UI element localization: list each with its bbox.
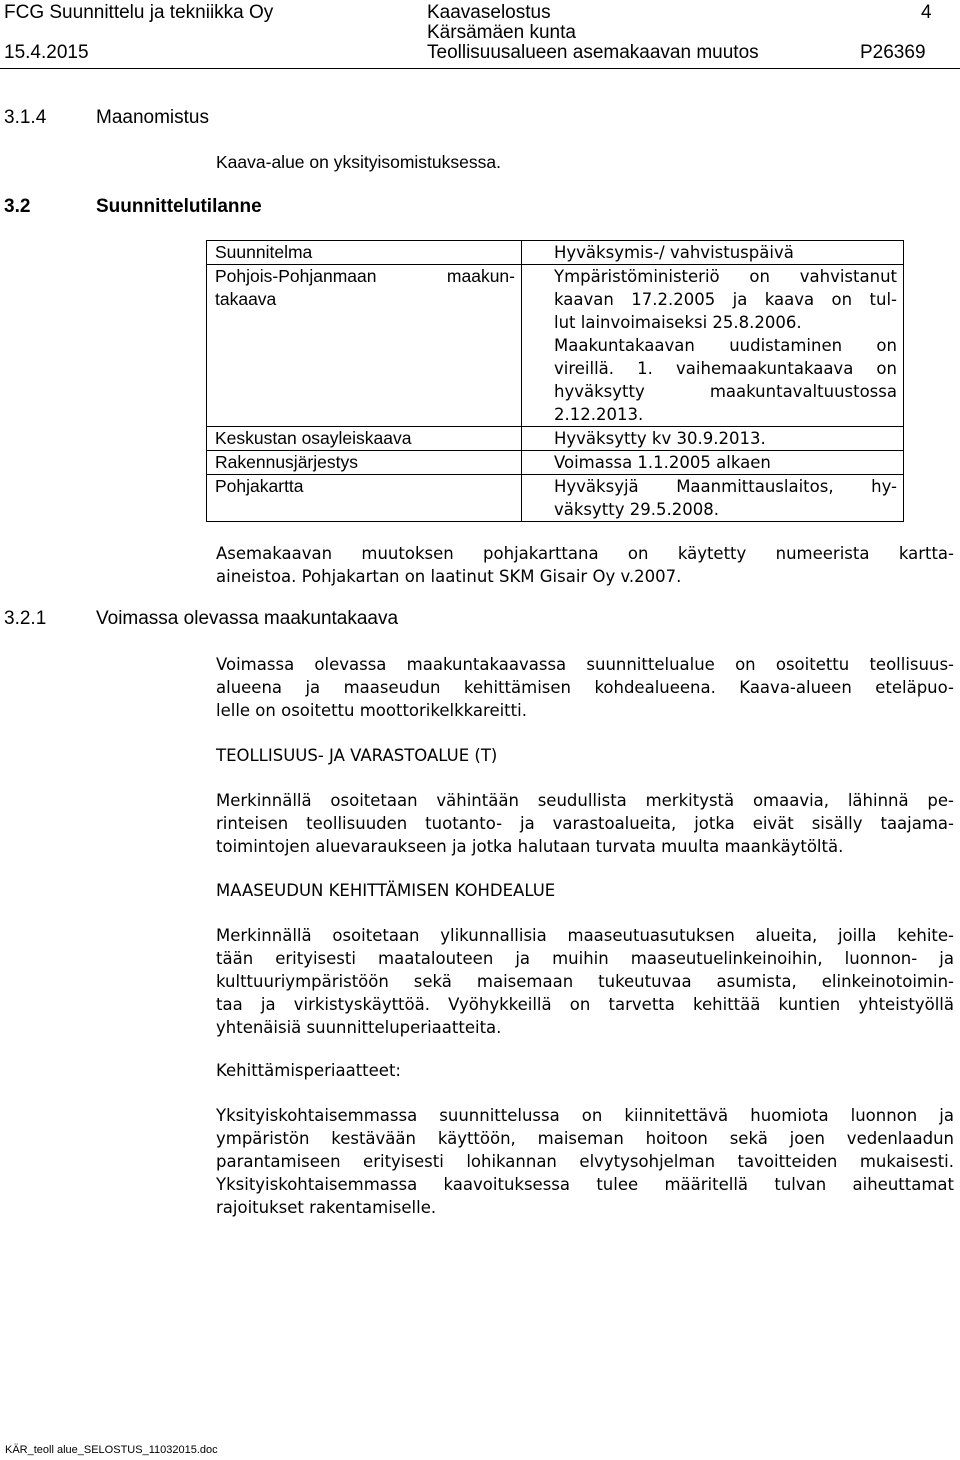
text-line: aineistoa. Pohjakartan on laatinut SKM Gisair Oy v.2007. xyxy=(216,567,682,586)
table-header-approval-date: Hyväksymis-/ vahvistuspäivä xyxy=(522,241,904,265)
cell-line: Hyväksyjä Maanmittauslaitos, hy- xyxy=(554,477,897,496)
cell-line: Pohjois-Pohjanmaan maakun- xyxy=(215,266,515,286)
table-cell-plan: Pohjakartta xyxy=(207,475,522,522)
table-row xyxy=(207,475,904,522)
footer-filename: KÄR_teoll alue_SELOSTUS_11032015.doc xyxy=(5,1444,218,1456)
page-number: 4 xyxy=(921,2,932,23)
table-cell-date xyxy=(522,265,904,427)
table-cell-date: Voimassa 1.1.2005 alkaen xyxy=(522,451,904,475)
cell-line: kaavan 17.2.2005 ja kaava on tul- xyxy=(554,290,897,309)
cell-line: Ympäristöministeriö on vahvistanut xyxy=(554,267,897,286)
text-line: rinteisen teollisuuden tuotanto- ja varastoalueita, jotka eivät sisälly taajama- xyxy=(216,814,954,833)
text-line: rajoitukset rakentamiselle. xyxy=(216,1198,437,1217)
subheading-rural-development: MAASEUDUN KEHITTÄMISEN KOHDEALUE xyxy=(216,881,556,900)
project-code: P26369 xyxy=(860,42,926,63)
table-cell-date: Hyväksytty kv 30.9.2013. xyxy=(522,427,904,451)
table-cell-plan: Keskustan osayleiskaava xyxy=(207,427,522,451)
section-32-title: Suunnittelutilanne xyxy=(96,196,262,217)
project-title: Teollisuusalueen asemakaavan muutos xyxy=(427,42,759,63)
text-line: Merkinnällä osoitetaan vähintään seudullista merkitystä omaavia, lähinnä pe- xyxy=(216,791,954,810)
cell-line: hyväksytty maakuntavaltuustossa xyxy=(554,382,897,401)
text-line: Yksityiskohtaisemmassa suunnittelussa on kiinnitettävä huomiota luonnon ja xyxy=(216,1106,954,1125)
text-line: lelle on osoitettu moottorikelkkareitti. xyxy=(216,701,527,720)
planning-status-table xyxy=(206,240,904,522)
table-row xyxy=(207,451,904,475)
paragraph-rural-development xyxy=(216,924,954,1039)
section-321-title: Voimassa olevassa maakuntakaava xyxy=(96,608,399,629)
company-name: FCG Suunnittelu ja tekniikka Oy xyxy=(4,2,274,23)
section-314-number: 3.1.4 xyxy=(4,107,47,128)
cell-line: 2.12.2013. xyxy=(554,405,644,424)
text-line: kulttuuriympäristöön sekä maisemaan tukeutuvaa asumista, elinkeinotoimin- xyxy=(216,972,954,991)
section-314-title: Maanomistus xyxy=(96,107,209,128)
table-cell-date xyxy=(522,475,904,522)
table-header-row xyxy=(207,241,904,265)
cell-line: Maakuntakaavan uudistaminen on xyxy=(554,336,897,355)
cell-line: vireillä. 1. vaihemaakuntakaava on xyxy=(554,359,897,378)
table-row xyxy=(207,265,904,427)
table-cell-plan: Rakennusjärjestys xyxy=(207,451,522,475)
text-line: Asemakaavan muutoksen pohjakarttana on käytetty numeerista kartta- xyxy=(216,544,954,563)
section-314-body: Kaava-alue on yksityisomistuksessa. xyxy=(216,152,501,172)
text-line: taa ja virkistyskäyttöä. Vyöhykkeillä on tarvetta kehittää kuntien yhteistyöllä xyxy=(216,995,954,1014)
cell-line: väksytty 29.5.2008. xyxy=(554,500,719,519)
basemap-note xyxy=(216,542,954,588)
cell-line: lut lainvoimaiseksi 25.8.2006. xyxy=(554,313,802,332)
document-type: Kaavaselostus xyxy=(427,2,551,23)
cell-line: takaava xyxy=(215,289,277,309)
subheading-development-principles: Kehittämisperiaatteet: xyxy=(216,1061,401,1080)
table-row xyxy=(207,427,904,451)
text-line: Voimassa olevassa maakuntakaavassa suunnittelualue on osoitettu teollisuus- xyxy=(216,655,954,674)
text-line: Yksityiskohtaisemmassa kaavoituksessa tulee määritellä tulvan aiheuttamat xyxy=(216,1175,954,1194)
section-321-number: 3.2.1 xyxy=(4,608,47,629)
text-line: toimintojen aluevaraukseen ja jotka halutaan turvata muulta maankäytöltä. xyxy=(216,837,844,856)
text-line: yhtenäisiä suunnitteluperiaatteita. xyxy=(216,1018,502,1037)
subheading-industrial-area: TEOLLISUUS- JA VARASTOALUE (T) xyxy=(216,746,498,765)
text-line: Merkinnällä osoitetaan ylikunnallisia maaseutuasutuksen alueita, joilla kehite- xyxy=(216,926,954,945)
text-line: alueena ja maaseudun kehittämisen kohdealueena. Kaava-alueen eteläpuo- xyxy=(216,678,954,697)
table-cell-plan xyxy=(207,265,522,427)
text-line: ympäristön kestävään käyttöön, maiseman hoitoon sekä joen vedenlaadun xyxy=(216,1129,954,1148)
header-divider xyxy=(0,68,960,69)
paragraph-regional-plan xyxy=(216,653,954,722)
text-line: tään erityisesti maatalouteen ja muihin maaseutuelinkeinoihin, luonnon- ja xyxy=(216,949,954,968)
document-date: 15.4.2015 xyxy=(4,42,89,63)
table-header-plan: Suunnitelma xyxy=(207,241,522,265)
municipality: Kärsämäen kunta xyxy=(427,22,576,43)
paragraph-industrial-area xyxy=(216,789,954,858)
section-32-number: 3.2 xyxy=(4,196,31,217)
paragraph-development-principles xyxy=(216,1104,954,1219)
text-line: parantamiseen erityisesti lohikannan elvytysohjelman tavoitteiden mukaisesti. xyxy=(216,1152,954,1171)
